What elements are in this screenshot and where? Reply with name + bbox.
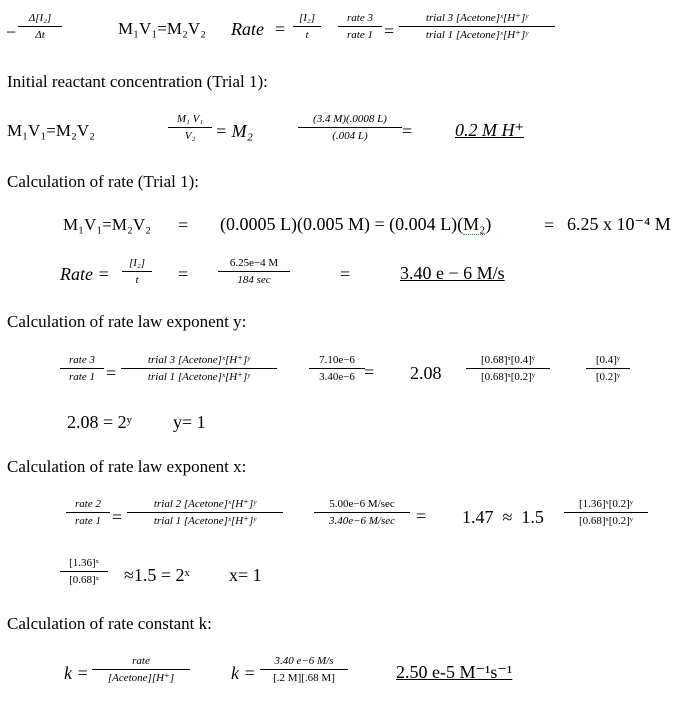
fraction-denominator: Δt [35,29,45,41]
rate-quotient: 2.08 [410,363,442,383]
fraction-numerator: [0.68]ˣ[0.4]ʸ [466,354,550,369]
concentration-calc-fraction [298,113,402,143]
dilution-substitution [220,215,491,233]
equals-sign: = [275,19,286,39]
fraction-numerator: 3.40 e−6 M/s [260,655,348,670]
fraction-numerator: [I₂] [293,12,321,27]
dilution-equation: M₁V₁=M₂V₂ [118,19,207,38]
section-heading-exponent-y: Calculation of rate law exponent y: [7,312,247,331]
fraction-denominator: rate 1 [347,29,373,41]
rate-label: Rate = [60,264,110,284]
section-heading-exponent-x: Calculation of rate law exponent x: [7,457,247,476]
section-heading-initial-concentration: Initial reactant concentration (Trial 1): [7,72,268,91]
rate-quotient: 1.47 ≈ 1.5 [462,507,544,527]
concentration-ratio-fraction [466,354,550,384]
fraction-denominator: trial 1 [Acetone]ˣ[H⁺]ʸ [153,515,257,527]
equals-sign: = [106,363,117,383]
rate-constant-formula-fraction [92,655,190,685]
fraction-numerator: trial 2 [Acetone]ˣ[H⁺]ʸ [127,498,283,513]
fraction-numerator: [0.4]ʸ [586,354,630,369]
i2-over-t-fraction [122,257,152,287]
rate-ratio-fraction [66,498,110,528]
fraction-numerator: 7.10e−6 [309,354,365,369]
fraction-denominator: rate 1 [75,515,101,527]
k-label: k = [64,663,89,683]
h-plus-concentration-result: 0.2 M H⁺ [455,120,524,140]
m1v1-over-v2-fraction [168,113,212,143]
rate-result: 3.40 e − 6 M/s [400,263,505,283]
rate-values-fraction [309,354,365,384]
fraction-numerator: rate 3 [60,354,104,369]
fraction-denominator: V₂ [184,130,196,142]
fraction-numerator: 6.25e−4 M [218,257,290,272]
negative-sign: − [6,22,17,42]
rate-ratio-fraction [60,354,104,384]
fraction-denominator: trial 1 [Acetone]ˣ[H⁺]ʸ [425,29,529,41]
fraction-numerator: [1.36]ˣ[0.2]ʸ [564,498,648,513]
i2-over-t-fraction [293,12,321,42]
fraction-numerator: rate 2 [66,498,110,513]
rate-constant-result: 2.50 e-5 M⁻¹s⁻¹ [396,662,513,682]
exponent-equation: ≈1.5 = 2ˣ [124,565,190,585]
fraction-denominator: trial 1 [Acetone]ˣ[H⁺]ʸ [147,371,251,383]
fraction-denominator: [0.2]ʸ [595,371,621,383]
fraction-numerator: 5.00e−6 M/sec [314,498,410,513]
dilution-equation: M₁V₁=M₂V₂ [63,215,152,234]
fraction-denominator: t [305,29,309,41]
i2-concentration-result: 6.25 x 10⁻⁴ M [567,214,671,234]
fraction-denominator: [.2 M][.68 M] [273,672,335,684]
concentration-ratio-fraction [564,498,648,528]
substitution-left: (0.0005 L)(0.005 M) = (0.004 L)( [220,214,464,234]
equals-sign: = [416,506,427,526]
fraction-numerator: trial 3 [Acetone]ˣ[H⁺]ʸ [121,354,277,369]
fraction-denominator: (.004 L) [332,130,368,142]
fraction-denominator: 3.40e−6 [319,371,355,383]
fraction-denominator: 184 sec [237,274,271,286]
equals-sign: = [178,215,189,235]
equals-sign: = [340,264,351,284]
fraction-numerator: trial 3 [Acetone]ˣ[H⁺]ʸ [399,12,555,27]
fraction-numerator: [1.36]ˣ [60,557,108,572]
substitution-right: ) [485,214,492,234]
exponent-y-answer: y= 1 [173,412,206,432]
fraction-denominator: [0.68]ˣ[0.2]ʸ [578,515,634,527]
m2-unknown: M₂ [463,214,486,234]
fraction-numerator: M₁ V₁ [168,113,212,128]
delta-i2-over-delta-t [18,12,62,42]
simplified-ratio-fraction [60,557,108,587]
rate-ratio-fraction [338,12,382,42]
trial-ratio-fraction [121,354,277,384]
section-heading-rate-constant: Calculation of rate constant k: [7,614,212,633]
k-label: k = [231,663,256,683]
rate-label: Rate [231,19,264,39]
equals-sign: = [178,264,189,284]
fraction-denominator: [0.68]ˣ [69,574,99,586]
fraction-numerator: [I₂] [122,257,152,272]
exponent-equation: 2.08 = 2ʸ [67,412,132,432]
fraction-denominator: rate 1 [69,371,95,383]
equals-sign: = [402,121,413,141]
equals-sign: = [384,21,395,41]
trial-ratio-fraction [127,498,283,528]
fraction-denominator: 3.40e−6 M/sec [328,515,396,527]
dilution-equation: M₁V₁=M₂V₂ [7,121,96,140]
fraction-denominator: [0.68]ˣ[0.2]ʸ [480,371,536,383]
fraction-denominator: t [135,274,139,286]
fraction-numerator: (3.4 M)(.0008 L) [298,113,402,128]
section-heading-rate: Calculation of rate (Trial 1): [7,172,199,191]
rate-constant-calc-fraction [260,655,348,685]
m2-result: = M₂ [215,121,253,141]
rate-calc-fraction [218,257,290,287]
fraction-denominator: [Acetone][H⁺] [107,672,175,684]
fraction-numerator: rate 3 [338,12,382,27]
equals-sign: = [364,362,375,382]
trial-ratio-fraction [399,12,555,42]
equals-sign: = [544,215,555,235]
fraction-numerator: rate [92,655,190,670]
equals-sign: = [112,507,123,527]
fraction-numerator: Δ[I₂] [18,12,62,27]
exponent-x-answer: x= 1 [229,565,262,585]
rate-values-fraction [314,498,410,528]
simplified-ratio-fraction [586,354,630,384]
